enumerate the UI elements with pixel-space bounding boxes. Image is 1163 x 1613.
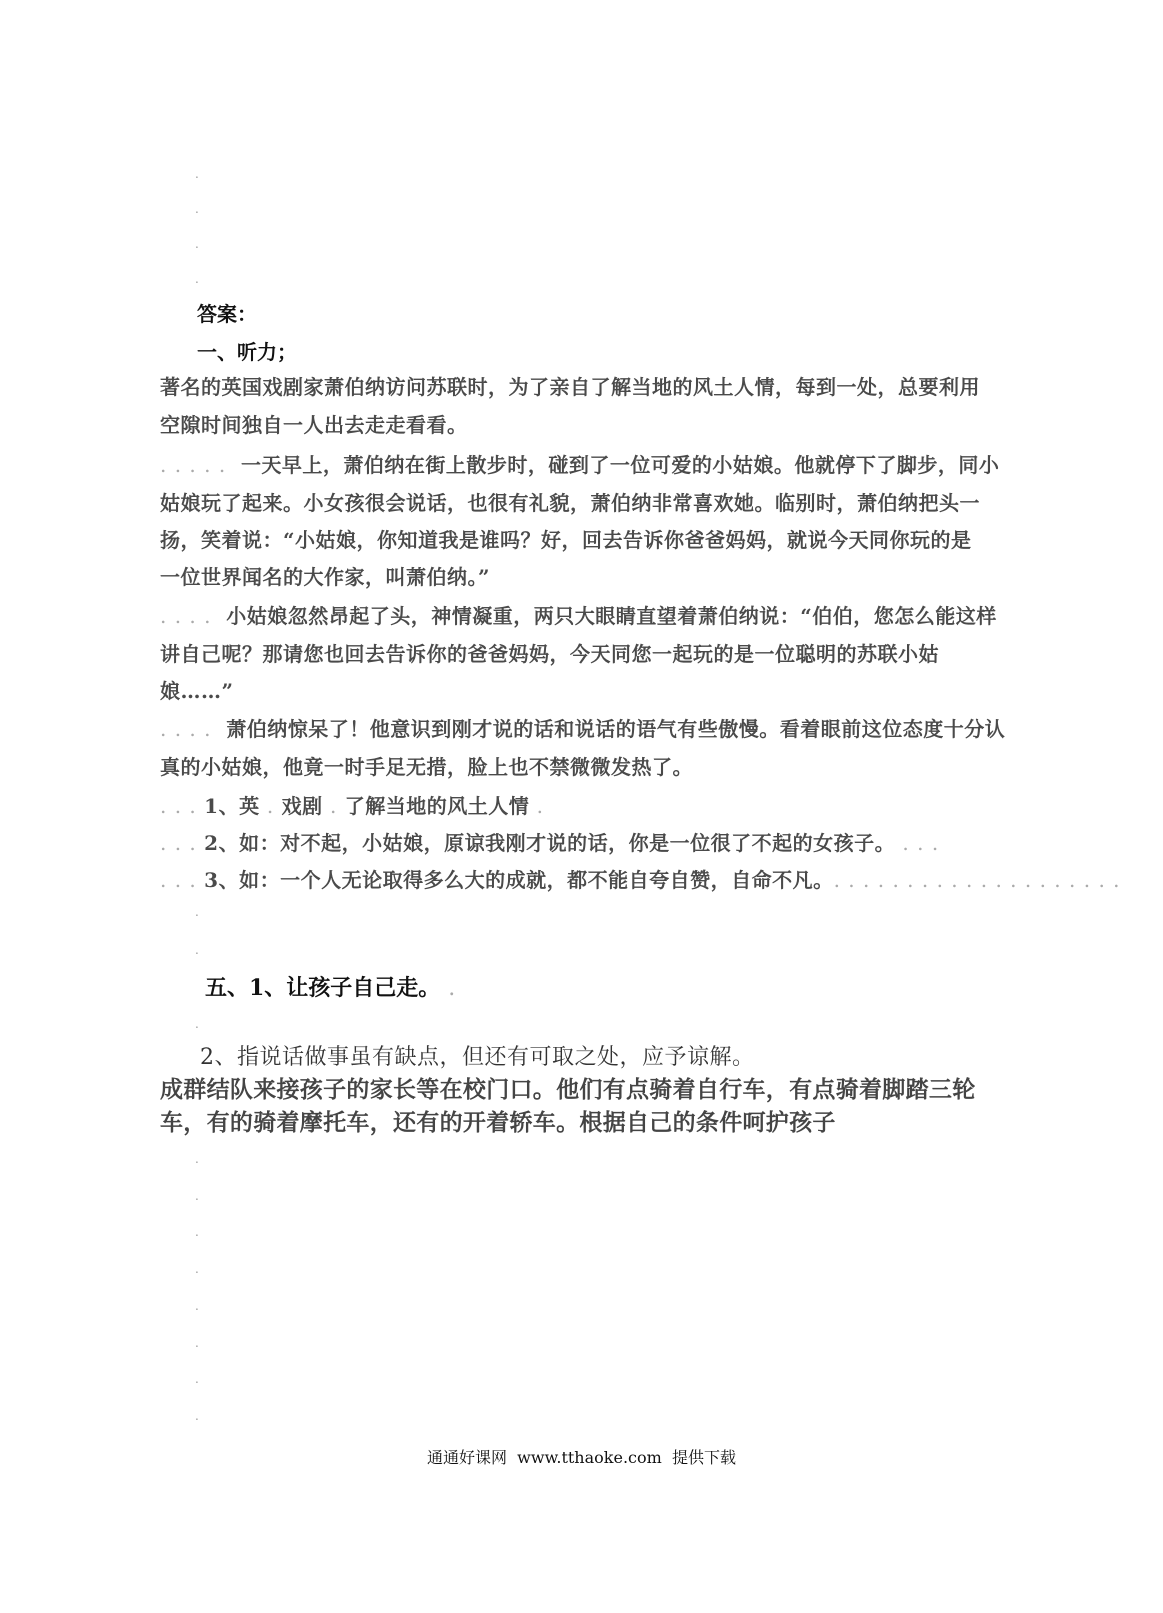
paragraph-mark: . [195, 1189, 199, 1203]
paragraph-mark: . [195, 1336, 199, 1350]
paragraph-mark: . [195, 1017, 199, 1031]
paragraph-mark: . [195, 1225, 199, 1239]
passage-line: 娘……” [160, 679, 234, 703]
passage-line: 讲自己呢？那请您也回去告诉你的爸爸妈妈，今天同您一起玩的是一位聪明的苏联小姑 [160, 642, 939, 666]
passage-line: 真的小姑娘，他竟一时手足无措，脸上也不禁微微发热了。 [160, 755, 693, 779]
section-5-item-2: 2、指说话做事虽有缺点，但还有可取之处，应予谅解。 [200, 1045, 755, 1070]
answer-label: 答案： [197, 302, 257, 326]
paragraph-mark: . [195, 167, 199, 181]
paragraph-mark: . [195, 1262, 199, 1276]
section-1-heading: 一、听力； [197, 340, 297, 364]
passage-line: 空隙时间独自一人出去走走看看。 [160, 413, 468, 437]
paragraph-mark: . [195, 1372, 199, 1386]
answer-1: . . . 1、英 . 戏剧 . 了解当地的风土人情 . [160, 794, 544, 818]
section-5-paragraph-line: 成群结队来接孩子的家长等在校门口。他们有点骑着自行车，有点骑着脚踏三轮 [160, 1076, 976, 1103]
paragraph-mark: . [195, 943, 199, 957]
paragraph-mark: . [195, 1299, 199, 1313]
passage-line: 一位世界闻名的大作家，叫萧伯纳。” [160, 565, 491, 589]
section-5-heading: 五、1、让孩子自己走。 . [205, 975, 457, 1001]
passage-line: 姑娘玩了起来。小女孩很会说话，也很有礼貌，萧伯纳非常喜欢她。临别时，萧伯纳把头一 [160, 491, 980, 515]
footer-source: 通通好课网 www.tthaoke.com 提供下载 [427, 1448, 736, 1467]
section-5-paragraph-line: 车，有的骑着摩托车，还有的开着轿车。根据自己的条件呵护孩子 [160, 1109, 836, 1136]
passage-line: . . . . . 一天早上，萧伯纳在街上散步时，碰到了一位可爱的小姑娘。他就停下了脚步，同小 [160, 453, 1000, 477]
paragraph-mark: . [195, 202, 199, 216]
paragraph-mark: . [195, 1152, 199, 1166]
passage-line: 著名的英国戏剧家萧伯纳访问苏联时，为了亲自了解当地的风土人情，每到一处，总要利用 [160, 375, 980, 399]
passage-line: . . . . 小姑娘忽然昂起了头，神情凝重，两只大眼睛直望着萧伯纳说：“伯伯，您怎么能这样 [160, 604, 997, 628]
paragraph-mark: . [195, 905, 199, 919]
passage-line: 扬，笑着说：“小姑娘，你知道我是谁吗？好，回去告诉你爸爸妈妈，就说今天同你玩的是 [160, 528, 972, 552]
answer-2: . . . 2、如：对不起，小姑娘，原谅我刚才说的话，你是一位很了不起的女孩子。 . . . [160, 831, 940, 855]
paragraph-mark: . [195, 1409, 199, 1423]
answer-3: . . . 3、如：一个人无论取得多么大的成就，都不能自夸自赞，自命不凡。. . . . . . . . . . . . . . . . . . . . [160, 868, 1121, 892]
paragraph-mark: . [195, 237, 199, 251]
passage-line: . . . . 萧伯纳惊呆了！他意识到刚才说的话和说话的语气有些傲慢。看着眼前这位态度十分认 [160, 717, 1006, 741]
paragraph-mark: . [195, 272, 199, 286]
